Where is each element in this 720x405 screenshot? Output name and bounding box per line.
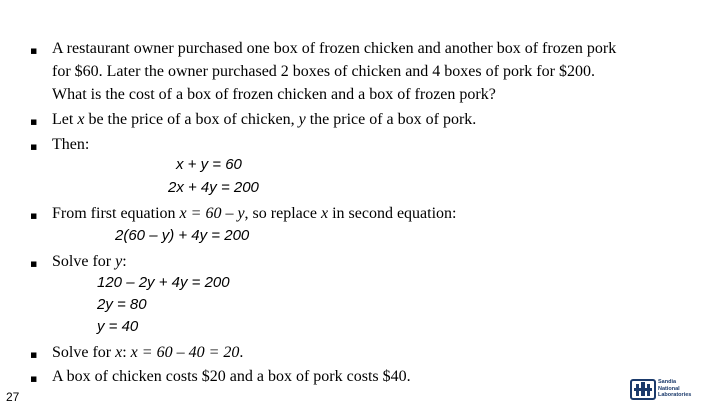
system-equation-2: 2x + 4y = 200 bbox=[168, 179, 259, 196]
variable-y: y bbox=[298, 111, 306, 128]
bullet-marker: ▪ bbox=[30, 257, 38, 270]
bullet-marker: ▪ bbox=[30, 372, 38, 385]
solve-y-text: Solve for bbox=[52, 253, 116, 270]
variable-x: x bbox=[115, 344, 123, 361]
substitution-text: , so replace bbox=[244, 205, 321, 222]
solve-y-step-3: y = 40 bbox=[97, 318, 139, 335]
substitution-text: in second equation: bbox=[328, 205, 457, 222]
definition-text: Let bbox=[52, 111, 78, 128]
solve-x-text: . bbox=[239, 344, 244, 361]
solve-y-step-1: 120 – 2y + 4y = 200 bbox=[97, 274, 230, 291]
system-equation-1: x + y = 60 bbox=[176, 156, 242, 173]
problem-line-2: for $60. Later the owner purchased 2 boxes of chicken and 4 boxes of pork for $200. bbox=[52, 63, 595, 80]
substitution-text: From first equation bbox=[52, 205, 180, 222]
solve-x-equation: x = 60 – 40 = 20 bbox=[130, 344, 240, 361]
bullet-marker: ▪ bbox=[30, 115, 38, 128]
answer-line: A box of chicken costs $20 and a box of pork costs $40. bbox=[52, 368, 411, 385]
solve-x-text: : bbox=[122, 344, 131, 361]
bullet-marker: ▪ bbox=[30, 44, 38, 57]
bullet-marker: ▪ bbox=[30, 348, 38, 361]
logo-line: Laboratories bbox=[658, 392, 692, 398]
problem-line-3: What is the cost of a box of frozen chicken and a box of frozen pork? bbox=[52, 86, 496, 103]
variable-y: y bbox=[115, 253, 123, 270]
solve-y-text: : bbox=[122, 253, 127, 270]
bullet-marker: ▪ bbox=[30, 209, 38, 222]
logo-line: Sandia bbox=[658, 379, 677, 385]
logo-line: National bbox=[658, 385, 680, 392]
substitution-equation: x = 60 – y bbox=[179, 205, 245, 222]
definition-text: be the price of a box of chicken, bbox=[84, 111, 299, 128]
solve-y-step-2: 2y = 80 bbox=[97, 296, 147, 313]
logo-wordmark bbox=[658, 379, 702, 399]
variable-x: x bbox=[320, 205, 329, 222]
definition-line bbox=[52, 109, 476, 131]
solve-y-line bbox=[52, 251, 127, 273]
page-number: 27 bbox=[6, 390, 20, 404]
problem-line-1: A restaurant owner purchased one box of frozen chicken and another box of frozen pork bbox=[52, 40, 617, 57]
variable-x: x bbox=[77, 111, 85, 128]
substituted-equation: 2(60 – y) + 4y = 200 bbox=[115, 227, 250, 244]
definition-text: the price of a box of pork. bbox=[305, 111, 477, 128]
then-line: Then: bbox=[52, 136, 90, 153]
solve-x-text: Solve for bbox=[52, 344, 116, 361]
substitution-line bbox=[52, 203, 456, 225]
solve-x-line bbox=[52, 342, 243, 364]
bullet-marker: ▪ bbox=[30, 140, 38, 153]
